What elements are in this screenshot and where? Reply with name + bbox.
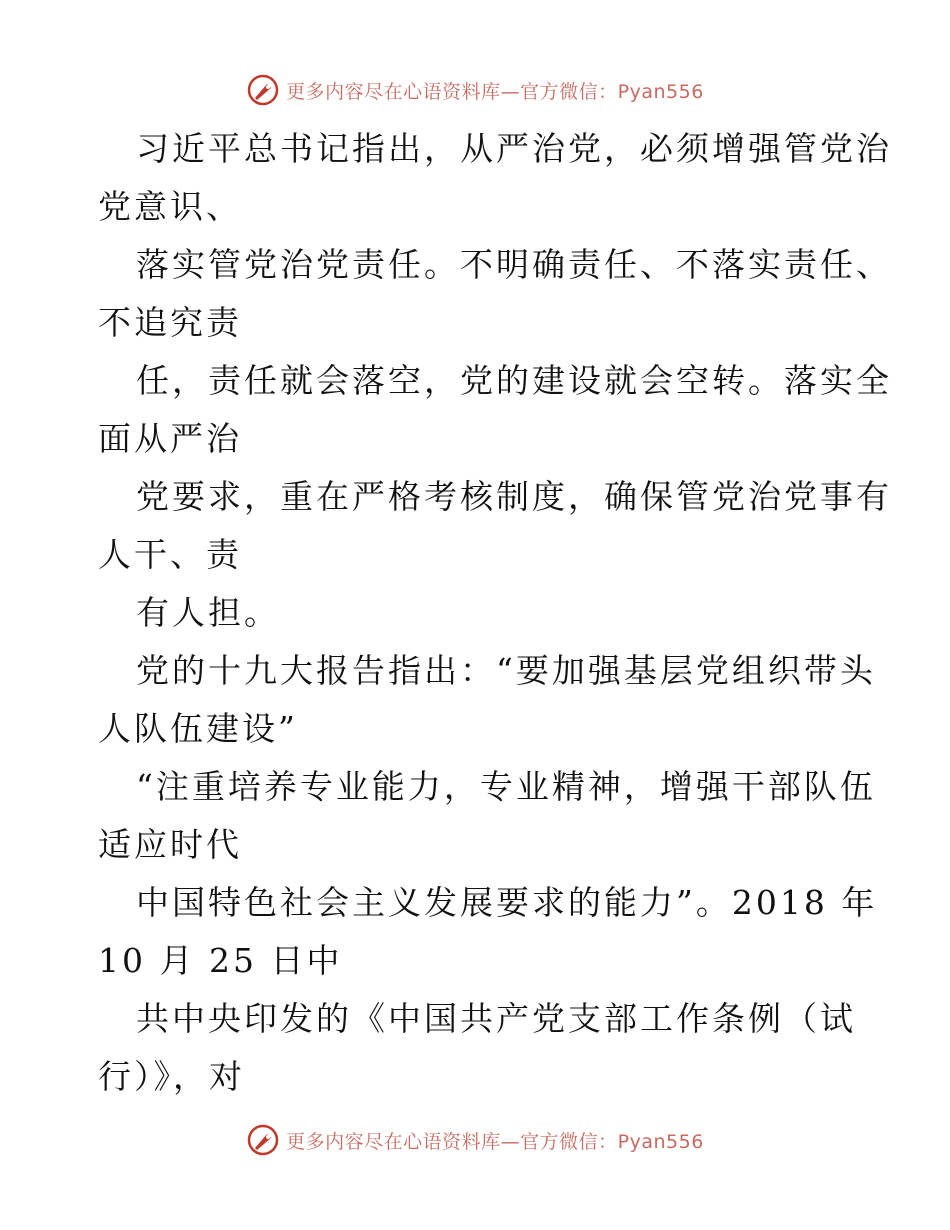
paragraph-line: 落实管党治党责任。不明确责任、不落实责任、 [136,245,892,284]
watermark-text: 更多内容尽在心语资料库—官方微信：Pyan556 [286,80,704,103]
paragraph-line: 共中央印发的《中国共产党支部工作条例（试 [136,999,856,1038]
paragraph-line: 不追究责 [98,303,242,342]
document-body [98,120,892,1106]
paragraph-line: 任，责任就会落空，党的建设就会空转。落实全 [136,361,892,400]
pen-nib-logo-icon [246,73,280,107]
paragraph-line: 10 月 25 日中 [98,941,343,980]
paragraph-line: 习近平总书记指出，从严治党，必须增强管党治 [136,129,892,168]
paragraph-line: “注重培养专业能力，专业精神，增强干部队伍 [136,767,876,806]
pen-nib-logo-icon [246,1123,280,1157]
paragraph-line: 中国特色社会主义发展要求的能力”。2018 年 [136,883,878,922]
paragraph-line: 行）》，对 [98,1057,245,1096]
paragraph-line: 人干、责 [98,535,242,574]
paragraph-line: 有人担。 [136,593,280,632]
paragraph-line: 党意识、 [98,187,242,226]
watermark-text: 更多内容尽在心语资料库—官方微信：Pyan556 [286,1130,704,1153]
footer-watermark [0,1120,950,1160]
paragraph-line: 适应时代 [98,825,242,864]
paragraph-line: 人队伍建设” [98,709,298,748]
paragraph-line: 党的十九大报告指出：“要加强基层党组织带头 [136,651,876,690]
paragraph-line: 面从严治 [98,419,242,458]
paragraph-line: 党要求，重在严格考核制度，确保管党治党事有 [136,477,892,516]
header-watermark [0,70,950,110]
